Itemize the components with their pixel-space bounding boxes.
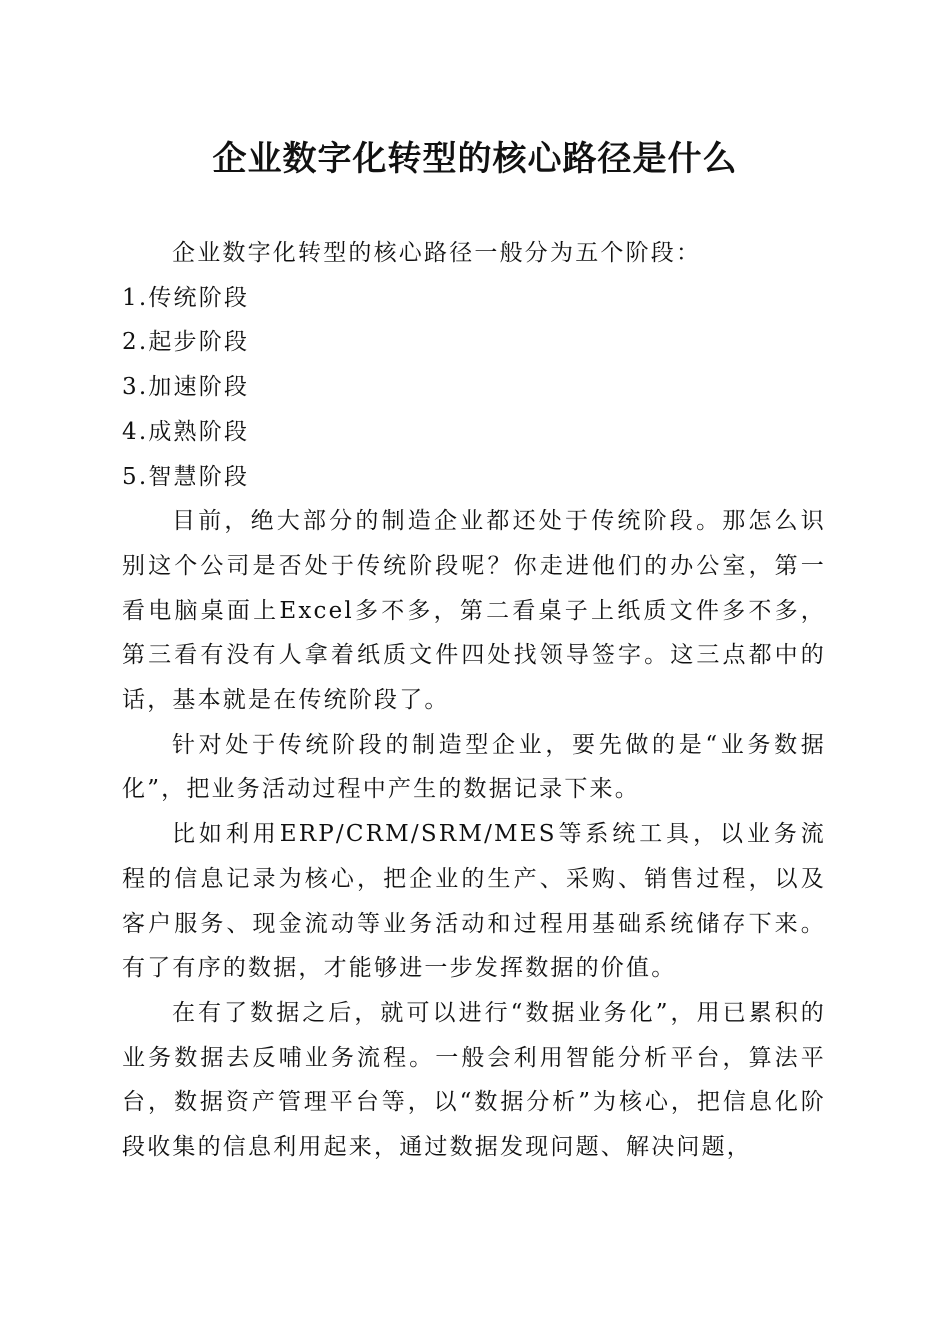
intro-paragraph: 企业数字化转型的核心路径一般分为五个阶段： <box>172 240 702 266</box>
stage-item: 5.智慧阶段 <box>122 463 250 490</box>
document-body <box>122 231 826 1170</box>
body-paragraph: 比如利用ERP/CRM/SRM/MES等系统工具，以业务流程的信息记录为核心，把企业的生产、采购、销售过程，以及客户服务、现金流动等业务活动和过程用基础系统储存下来。有了有序的数据，才能够进一步发挥数据的价值。 <box>122 821 826 982</box>
stage-item: 2.起步阶段 <box>122 329 250 356</box>
stage-item: 3.加速阶段 <box>122 374 250 401</box>
stage-item: 1.传统阶段 <box>122 284 250 311</box>
body-paragraph: 针对处于传统阶段的制造型企业，要先做的是“业务数据化”，把业务活动过程中产生的数据记录下来。 <box>122 731 826 803</box>
body-paragraph: 在有了数据之后，就可以进行“数据业务化”，用已累积的业务数据去反哺业务流程。一般会利用智能分析平台，算法平台，数据资产管理平台等，以“数据分析”为核心，把信息化阶段收集的信息利用起来，通过数据发现问题、解决问题， <box>122 999 826 1161</box>
stage-item: 4.成熟阶段 <box>122 418 250 445</box>
body-paragraph: 目前，绝大部分的制造企业都还处于传统阶段。那怎么识别这个公司是否处于传统阶段呢？你走进他们的办公室，第一看电脑桌面上Excel多不多，第二看桌子上纸质文件多不多，第三看有没有人拿着纸质文件四处找领导签字。这三点都中的话，基本就是在传统阶段了。 <box>122 508 826 714</box>
document-title: 企业数字化转型的核心路径是什么 <box>212 139 738 179</box>
